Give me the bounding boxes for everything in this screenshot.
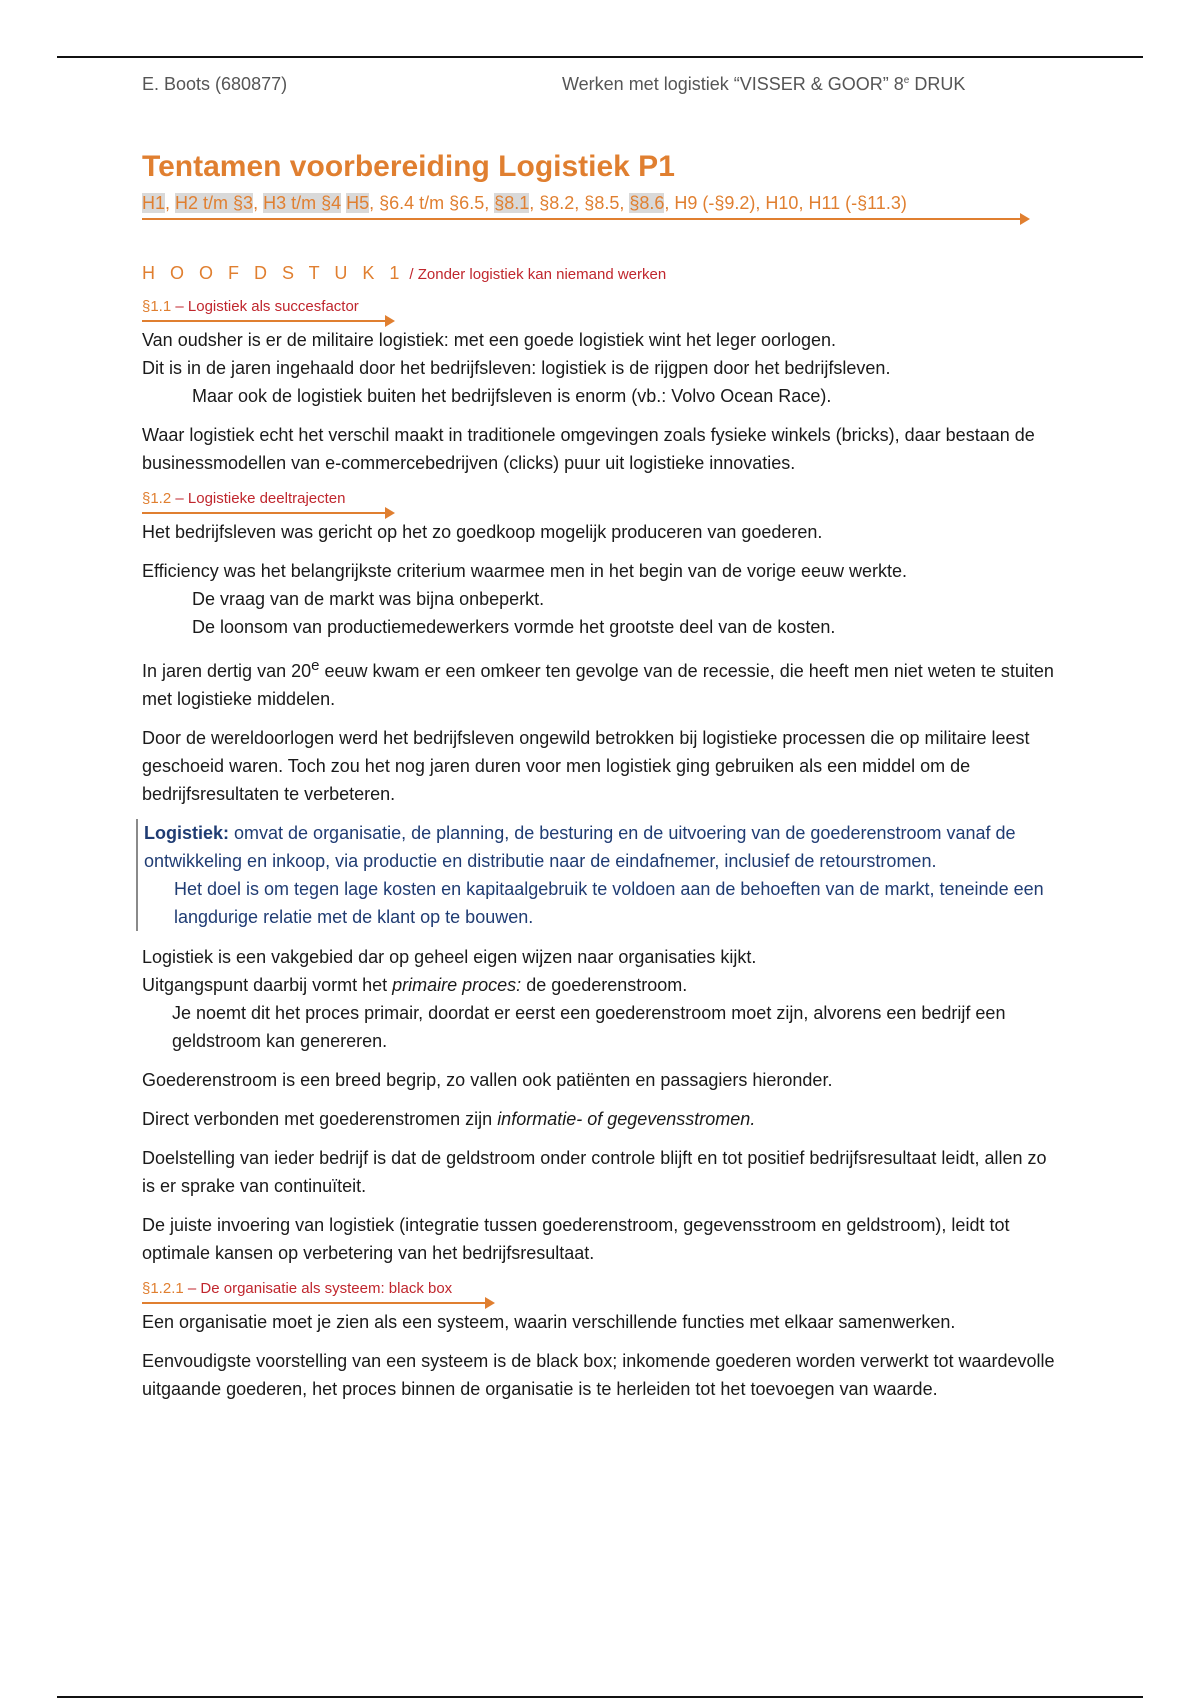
definition-block: Logistiek: omvat de organisatie, de planning, de besturing en de uitvoering van de goederenstroom vanaf de ontwikkeling en inkoop, via productie en distributie naar de eindafnemer, inclusief de retourstromen. Het doel is om tegen lage kosten en kapitaalgebruik te voldoen aan de behoeften van de markt, teneinde een langdurige relatie met de klant op te bouwen. [136,819,1062,931]
scope-text: , §6.4 t/m §6.5, [369,193,495,213]
section-heading-1-2: §1.2 – Logistieke deeltrajecten [142,490,346,507]
scope-text: , H9 (-§9.2), H10, H11 (-§11.3) [664,193,907,213]
paragraph: Eenvoudigste voorstelling van een systeem is de black box; inkomende goederen worden verwerkt tot waardevolle uitgaande goederen, het proces binnen de organisatie is te herleiden tot het toevoegen van waarde. [142,1351,1055,1399]
scope-highlight: §8.1 [494,193,530,213]
page-content [142,148,1062,1414]
scope-arrow [142,218,1022,220]
paragraph: Van oudsher is er de militaire logistiek: met een goede logistiek wint het leger oorlogen. Dit is in de jaren ingehaald door het bedrijfsleven: logistiek is de rijgpen door het bedrijfsleven. Maar ook de logistiek buiten het bedrijfsleven is enorm (vb.: Volvo Ocean Race). [142,330,891,406]
paragraph: Door de wereldoorlogen werd het bedrijfsleven ongewild betrokken bij logistieke processen die op militaire leest geschoeid waren. Toch zou het nog jaren duren voor men logistiek ging gebruiken als een middel om de bedrijfsresultaten te verbeteren. [142,728,1030,804]
paragraph: Logistiek is een vakgebied dar op geheel eigen wijzen naar organisaties kijkt. Uitgangspunt daarbij vormt het primaire proces: de goederenstroom. Je noemt dit het proces primair, doordat er eerst een goederenstroom moet zijn, alvorens een bedrijf een geldstroom kan genereren. [142,947,1006,1051]
page-title: Tentamen voorbereiding Logistiek P1 [142,150,675,183]
scope-text: , [165,193,176,213]
definition-term: Logistiek: [144,823,230,843]
paragraph: Direct verbonden met goederenstromen zijn informatie- of gegevensstromen. [142,1109,756,1129]
paragraph: Doelstelling van ieder bedrijf is dat de geldstroom onder controle blijft en tot positief bedrijfsresultaat leidt, allen zo is er sprake van continuïteit. [142,1148,1047,1196]
scope-text: , §8.2, §8.5, [529,193,630,213]
chapter-heading [142,260,1062,288]
header-author: E. Boots (680877) [142,74,288,94]
scope-highlight: H3 t/m §4 [263,193,342,213]
paragraph: In jaren dertig van 20e eeuw kwam er een omkeer ten gevolge van de recessie, die heeft men niet weten te stuiten met logistieke middelen. [142,657,1054,709]
chapter-label: H O O F D S T U K 1 [142,263,405,283]
top-rule [57,56,1143,58]
chapter-subtitle: / Zonder logistiek kan niemand werken [409,266,667,283]
page-header [142,74,1022,100]
paragraph: Het bedrijfsleven was gericht op het zo goedkoop mogelijk produceren van goederen. [142,522,823,542]
paragraph: De juiste invoering van logistiek (integratie tussen goederenstroom, gegevensstroom en geldstroom), leidt tot optimale kansen op verbetering van het bedrijfsresultaat. [142,1215,1010,1263]
section-arrow [142,512,387,514]
scope-text: , [253,193,264,213]
exam-scope [142,190,1062,216]
header-book: Werken met logistiek “VISSER & GOOR” 8e DRUK [562,74,966,94]
section-arrow [142,1302,487,1304]
bottom-rule [57,1696,1143,1698]
paragraph: Een organisatie moet je zien als een systeem, waarin verschillende functies met elkaar samenwerken. [142,1312,956,1332]
section-heading-1-1: §1.1 – Logistiek als succesfactor [142,298,359,315]
paragraph: Efficiency was het belangrijkste criterium waarmee men in het begin van de vorige eeuw werkte. De vraag van de markt was bijna onbeperkt. De loonsom van productiemedewerkers vormde het grootste deel van de kosten. [142,561,908,637]
section-heading-1-2-1: §1.2.1 – De organisatie als systeem: black box [142,1280,453,1297]
scope-highlight: H1 [142,193,166,213]
paragraph: Waar logistiek echt het verschil maakt in traditionele omgevingen zoals fysieke winkels (bricks), daar bestaan de businessmodellen van e-commercebedrijven (clicks) puur uit logistieke innovaties. [142,425,1035,473]
section-arrow [142,320,387,322]
scope-highlight: H2 t/m §3 [175,193,254,213]
definition-goal: Het doel is om tegen lage kosten en kapitaalgebruik te voldoen aan de behoeften van de markt, teneinde een langdurige relatie met de klant op te bouwen. [174,879,1044,927]
paragraph: Goederenstroom is een breed begrip, zo vallen ook patiënten en passagiers hieronder. [142,1070,833,1090]
scope-highlight: H5 [346,193,370,213]
scope-highlight: §8.6 [629,193,665,213]
